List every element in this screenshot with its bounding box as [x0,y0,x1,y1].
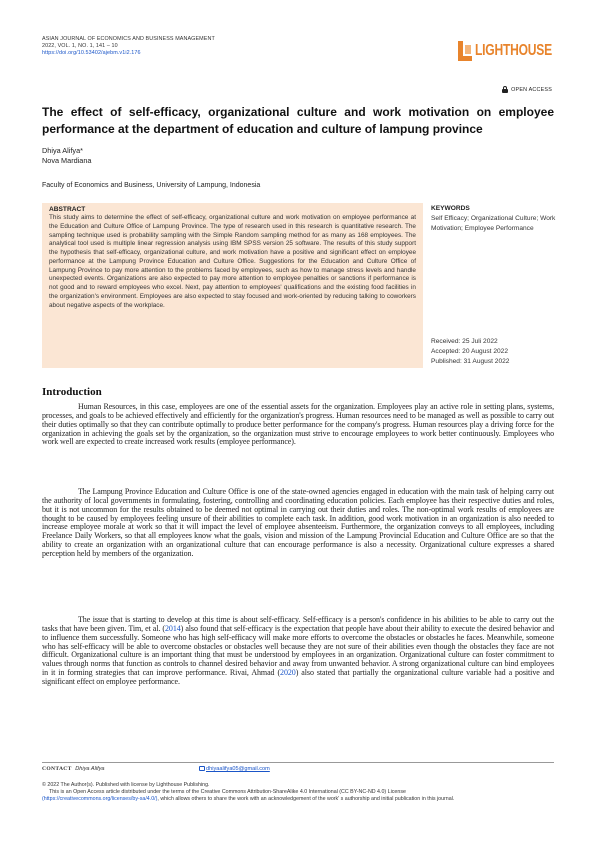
affiliation: Faculty of Economics and Business, University of Lampung, Indonesia [42,182,261,189]
contact-label: CONTACT [42,766,72,772]
accepted-date: Accepted: 20 August 2022 [431,348,508,355]
contact-email[interactable]: dhiyaalifya05@gmail.com [206,766,270,772]
doi-link[interactable]: https://doi.org/10.53402/ajebm.v1i2.176 [42,50,141,56]
lighthouse-logo-icon [458,41,472,61]
keywords-heading: KEYWORDS [431,205,470,212]
abstract-box [42,203,423,368]
author-name: Nova Mardiana [42,155,92,165]
introduction-paragraph: The Lampung Province Education and Culture Office is one of the state-owned agencies engaged in education with the main task of helping carry out the authority of local governments in formulating, fostering, controlling and coordinating education policies. Each employee has their respective duties and roles, but it is not uncommon for the results obtained to be deemed not optimal in carrying out their duties and roles. The non-optimal work results of employees are thought to be caused by employees feeling unsure of their abilities to complete each task. In addition, good work motivation in an organization is also needed to increase employee morale at work so that it will impact the level of employee absenteeism. Furthermore, the organization conveys to all employees, including Freelance Daily Workers, so that all employees know what the goals, vision and mission of the Lampung Provincial Education and Culture Office are so that the ability to create an organization with an organizational culture that can encourage performance is also a necessity. Organizational culture expresses a shared perception held by members of the organization. [42,487,554,558]
citation-link[interactable]: 2014 [164,623,181,633]
abstract-text: This study aims to determine the effect of self-efficacy, organizational culture and work motivation on employee performance at the Education and Culture Office of Lampung Province. The type of research used in this research is quantitative research. The sampling technique used is probability sampling with the Simple Random sampling method for as many as 168 employees. The analytical tool used is multiple linear regression analysis using IBM SPSS version 25 software. The results of this study support the hypothesis that self-efficacy, organizational culture, and work motivation have a positive and significant effect on employee performance at the Lampung Province Education and Culture Office. Suggestions for the Education and Culture Office of Lampung Province to pay more attention to the problems faced by employees, such as how to manage stress levels and handle unexpected events. Organizations are also expected to pay more attention to employee penalties or sanctions if performance is not good and to reward employees who excel. Next, pay attention to employees' qualifications and the existing food facilities in the organization's environment. Employees are also expected to stay focused and work-oriented by reducing talking to coworkers about negative aspects of the workplace. [49,214,416,309]
paragraph-text: ) also found that self-efficacy is the expectation that people have about their ability to execute the desired behavior and to influence them successfully. Someone who has high self-efficacy will make more efforts to overcome the obstacles or obstacles he faces. Meanwhile, someone who has self-efficacy will be able to overcome obstacles or obstacles well because they are not sure of their abilities even though the obstacles they face are not difficult. Organizational culture is an important thing that must be understood by employees in an organization. Organizational culture can foster commitment to values through norms that function as controls to channel desired behavior and away from unwanted behavior. A strong organizational culture can bind employees in it in forming strategies that can improve performance. Rivai, Ahmad ( [42,623,554,678]
mail-icon [199,766,205,771]
contact-email-link[interactable] [199,766,270,772]
introduction-paragraph [42,616,554,687]
contact-name: Dhiya Alifya [75,766,105,772]
contact-footer [42,762,554,772]
author-name: Dhiya Alifya* [42,146,83,155]
article-title: The effect of self-efficacy, organizational culture and work motivation on employee performance at the department of education and culture of lampung province [42,105,554,136]
introduction-paragraph: Human Resources, in this case, employees are one of the essential assets for the organization. Employees play an active role in setting plans, systems, processes, and goals to be achieved effectively and efficiently for the organization's progress. Human resources need to be managed as well as possible to carry out their duties optimally so that they can contribute optimally to produce better performance for the company's progress. Human resources play a driving force for the organization in achieving the goals set by the organization, so the organization must strive to encourage employees to work better continuously. Employees who work well are expected to create increased work results (employee performance). [42,402,554,447]
introduction-heading: Introduction [42,386,102,398]
citation-link[interactable]: 2020 [280,668,296,678]
journal-issue: 2022, VOL. 1, NO. 1, 141 – 10 [42,43,118,49]
open-access-badge [502,86,552,93]
journal-header [42,36,215,57]
author-list [42,146,91,165]
license-link[interactable]: (https://creativecommons.org/licenses/by-sa/4.0/) [42,796,158,803]
keywords-text: Self Efficacy; Organizational Culture; Work Motivation; Employee Performance [431,215,556,232]
journal-name: ASIAN JOURNAL OF ECONOMICS AND BUSINESS MANAGEMENT [42,36,215,42]
received-date: Received: 25 Juli 2022 [431,338,498,345]
license-text: , which allows others to share the work with an acknowledgement of the work' s authorship and initial publication in this journal. [157,796,455,803]
paragraph-text: The issue that is starting to develop at this time is about self-efficacy. Self-efficacy is a person's confidence in his abilities to be able to carry out the tasks that have been given. Tim, et al. ( [42,615,554,633]
license-notice [42,782,554,804]
logo-text: LIGHTHOUSE [475,42,552,59]
abstract-heading: ABSTRACT [49,206,86,213]
paragraph-text: ) also stated that partially the organizational culture variable had a positive and significant effect on employee performance. [42,668,554,686]
lighthouse-logo [458,40,574,62]
lock-icon [502,86,508,93]
open-access-label: OPEN ACCESS [511,86,552,93]
copyright-line: © 2022 The Author(s). Published with license by Lighthouse Publishing. [42,782,210,788]
article-dates [431,337,509,367]
license-line: This is an Open Access article distributed under the terms of the Creative Commons Attribution-ShareAlike 4.0 International (CC BY-NC-ND 4.0) License [49,789,406,796]
license-line [42,796,554,803]
published-date: Published: 31 August 2022 [431,358,510,365]
keywords-section [431,205,556,233]
